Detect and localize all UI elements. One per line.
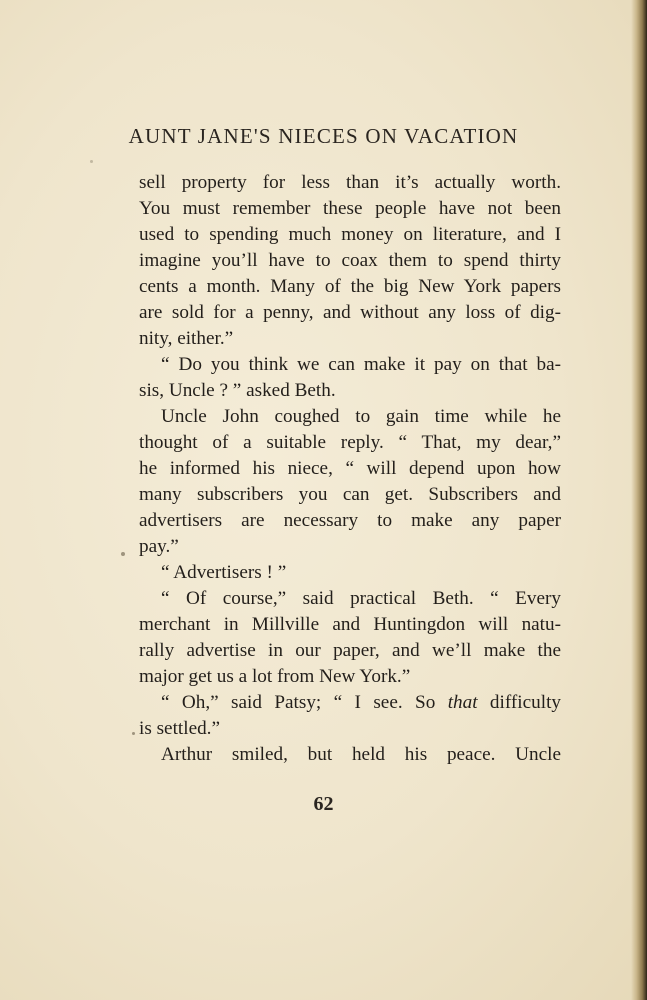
text-segment: advertisers are necessary to make any paper (139, 510, 561, 531)
text-segment: Uncle John coughed to gain time while he (161, 406, 561, 427)
text-segment: merchant in Millville and Huntingdon will natu- (139, 614, 561, 635)
text-segment: rally advertise in our paper, and we’ll make the (139, 640, 561, 661)
body-text (139, 170, 561, 768)
text-line (139, 508, 561, 534)
text-segment: “ Advertisers ! ” (161, 562, 287, 583)
paper-speck (121, 552, 125, 556)
text-line (139, 352, 561, 378)
text-line (139, 326, 561, 352)
text-line (139, 430, 561, 456)
text-segment: difficulty (477, 692, 561, 713)
text-segment: is settled.” (139, 718, 220, 739)
text-line (139, 534, 561, 560)
text-segment: “ Do you think we can make it pay on that ba- (161, 354, 561, 375)
text-segment: cents a month. Many of the big New York papers (139, 276, 561, 297)
paper-speck (90, 160, 93, 163)
text-segment: sell property for less than it’s actually worth. (139, 172, 561, 193)
text-line (139, 612, 561, 638)
text-line (139, 170, 561, 196)
text-line (139, 586, 561, 612)
text-line (139, 222, 561, 248)
text-segment: thought of a suitable reply. “ That, my dear,” (139, 432, 561, 453)
text-segment: sis, Uncle ? ” asked Beth. (139, 380, 336, 401)
running-head: AUNT JANE'S NIECES ON VACATION (128, 124, 519, 148)
text-segment: imagine you’ll have to coax them to spend thirty (139, 250, 561, 271)
text-line (139, 196, 561, 222)
page-number: 62 (313, 793, 334, 815)
text-segment: nity, either.” (139, 328, 234, 349)
text-line (139, 274, 561, 300)
text-segment: Arthur smiled, but held his peace. Uncle (161, 744, 561, 765)
text-segment: “ Of course,” said practical Beth. “ Every (161, 588, 561, 609)
text-line (139, 690, 561, 716)
italic-word: that (447, 692, 478, 713)
text-line (139, 716, 561, 742)
text-segment: are sold for a penny, and without any loss of dig- (139, 302, 561, 323)
text-segment: many subscribers you can get. Subscribers and (139, 484, 561, 505)
text-segment: used to spending much money on literature, and I (139, 224, 561, 245)
text-line (139, 638, 561, 664)
paper-speck (132, 732, 135, 735)
text-line (139, 742, 561, 768)
text-line (139, 378, 561, 404)
text-segment: major get us a lot from New York.” (139, 666, 411, 687)
text-segment: “ Oh,” said Patsy; “ I see. So (161, 692, 448, 713)
text-line (139, 456, 561, 482)
text-segment: he informed his niece, “ will depend upon how (139, 458, 561, 479)
page-edge-shadow (631, 0, 647, 1000)
text-segment: pay.” (139, 536, 179, 557)
text-line (139, 404, 561, 430)
text-line (139, 482, 561, 508)
text-line (139, 300, 561, 326)
text-line (139, 248, 561, 274)
text-line (139, 664, 561, 690)
text-segment: You must remember these people have not been (139, 198, 561, 219)
text-line (139, 560, 561, 586)
